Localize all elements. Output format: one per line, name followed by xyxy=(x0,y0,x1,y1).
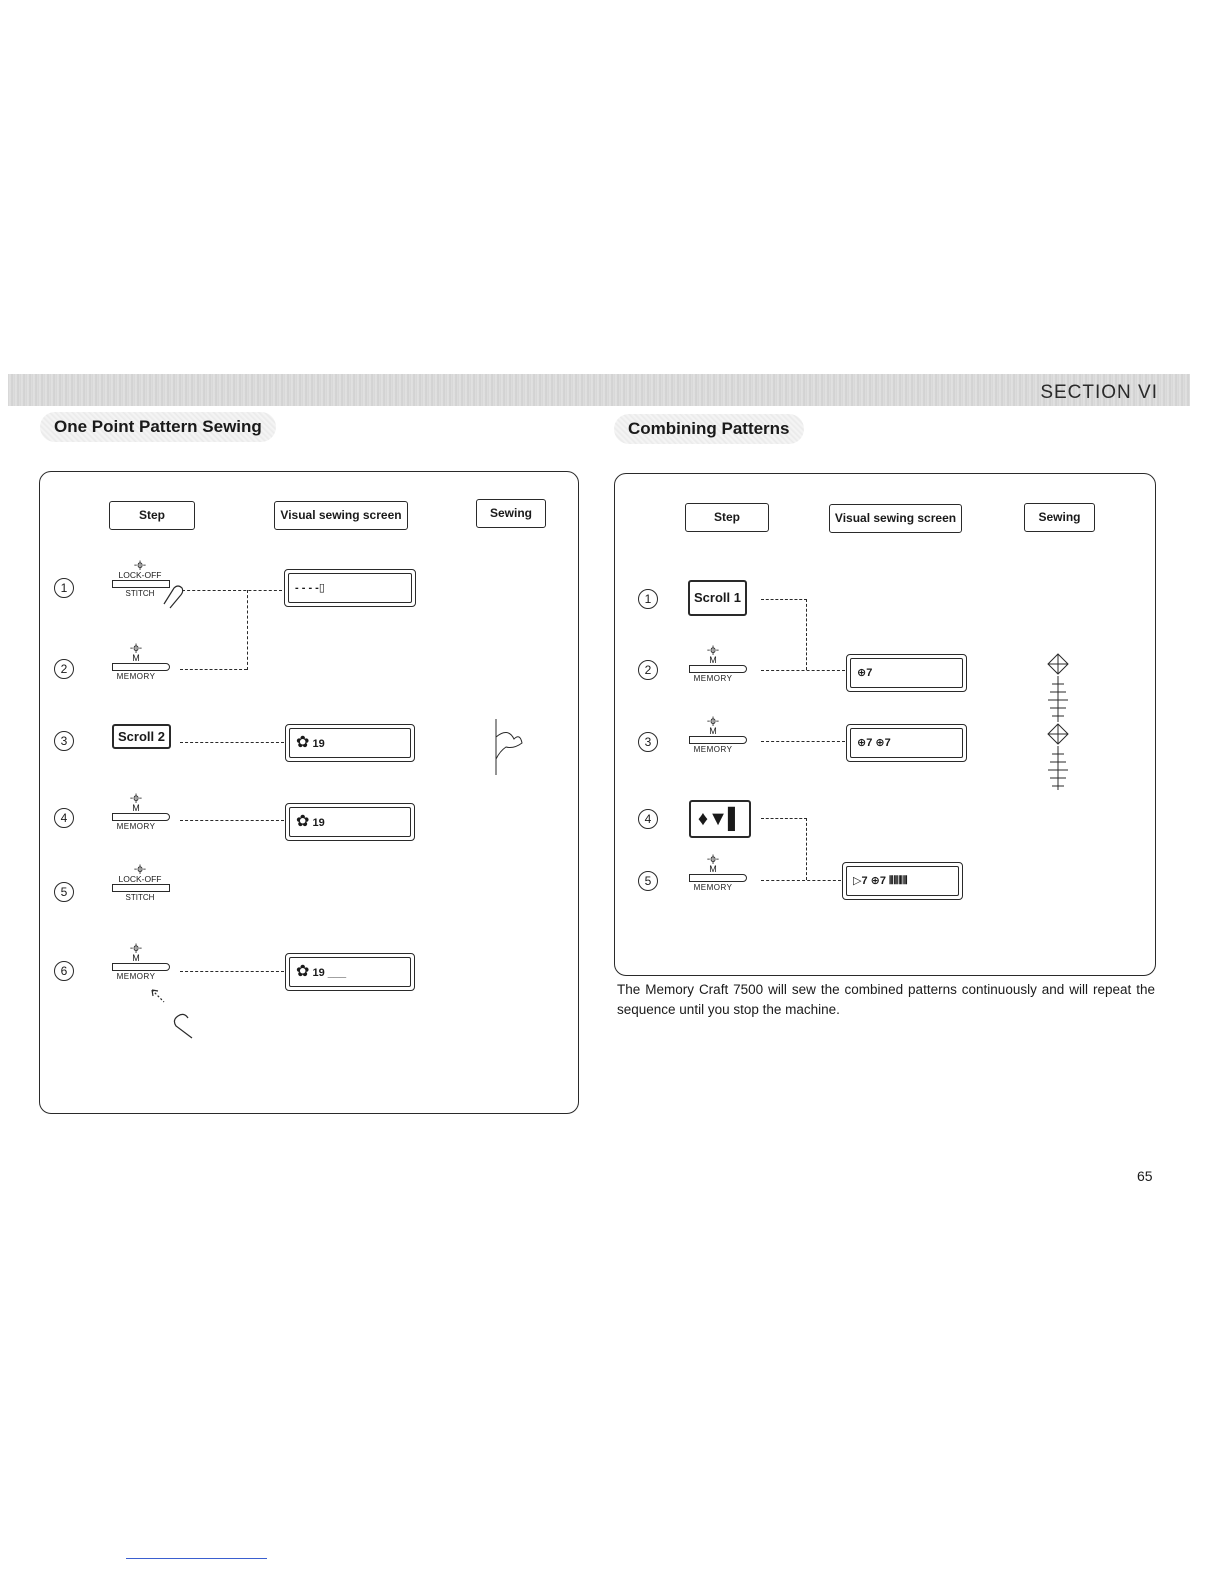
left-col-screen: Visual sewing screen xyxy=(274,501,408,530)
satin-pattern-key[interactable] xyxy=(689,800,751,838)
step-number: 5 xyxy=(638,871,658,891)
memory-key[interactable]: -ϕ- M MEMORY xyxy=(689,855,751,892)
led-icon: -ϕ- xyxy=(129,643,143,654)
footer-link-line xyxy=(126,1558,267,1559)
tulip-pattern-icon: ✿ xyxy=(296,963,310,980)
step-number: 5 xyxy=(54,882,74,902)
left-section-title: One Point Pattern Sewing xyxy=(40,412,276,442)
visual-screen: ▷7 ⊕7 ⫴⫴⫴⫴ xyxy=(842,862,963,900)
section-label: SECTION VI xyxy=(1040,382,1158,403)
memory-key[interactable]: -ϕ- M MEMORY xyxy=(689,717,751,754)
satin-stitch-icon: ⫴⫴⫴⫴ xyxy=(889,875,908,887)
step-number: 2 xyxy=(638,660,658,680)
right-col-sewing: Sewing xyxy=(1024,503,1095,532)
tulip-pattern-icon: ✿ xyxy=(296,734,310,751)
led-icon: -ϕ- xyxy=(133,864,147,875)
memory-key[interactable]: -ϕ- M MEMORY xyxy=(689,646,751,683)
led-icon: -ϕ- xyxy=(706,854,720,865)
visual-screen: ⊕7 ⊕7 xyxy=(846,724,967,762)
right-col-step: Step xyxy=(685,503,769,532)
memory-key[interactable]: -ϕ- M MEMORY xyxy=(112,644,174,681)
memory-key[interactable]: -ϕ- M MEMORY xyxy=(112,944,174,981)
visual-screen: ✿ 19 xyxy=(285,803,415,841)
step-number: 6 xyxy=(54,961,74,981)
memory-key[interactable]: -ϕ- M MEMORY xyxy=(112,794,174,831)
satin-pattern-icon: ♦▼▌ xyxy=(697,808,743,830)
finger-pointer-icon xyxy=(160,584,186,612)
scroll-2-key[interactable]: Scroll 2 xyxy=(112,724,171,749)
right-section-title: Combining Patterns xyxy=(614,414,804,444)
visual-screen: ✿ 19 ___ xyxy=(285,953,415,991)
led-icon: -ϕ- xyxy=(133,560,147,571)
step-number: 1 xyxy=(638,589,658,609)
lock-off-key[interactable]: -ϕ- LOCK-OFF STITCH xyxy=(112,561,182,598)
visual-screen: ⊕7 xyxy=(846,654,967,692)
section-header-band xyxy=(8,374,1190,406)
page-number: 65 xyxy=(1137,1168,1153,1184)
right-col-screen: Visual sewing screen xyxy=(829,504,962,533)
led-icon: -ϕ- xyxy=(706,645,720,656)
step-number: 2 xyxy=(54,659,74,679)
led-icon: -ϕ- xyxy=(129,793,143,804)
visual-screen: ✿ 19 xyxy=(285,724,415,762)
step-number: 3 xyxy=(54,731,74,751)
step-number: 4 xyxy=(54,808,74,828)
visual-screen: - - - -▯ xyxy=(284,569,416,607)
scroll-1-key[interactable]: Scroll 1 xyxy=(688,580,747,616)
combined-sewing-sample-icon xyxy=(1040,652,1076,792)
step-number: 1 xyxy=(54,578,74,598)
body-paragraph: The Memory Craft 7500 will sew the combined patterns continuously and will repeat the sequence until you stop the machine. xyxy=(617,982,1155,1017)
led-icon: -ϕ- xyxy=(129,943,143,954)
left-col-sewing: Sewing xyxy=(476,499,546,528)
step-number: 4 xyxy=(638,809,658,829)
tulip-pattern-icon: ✿ xyxy=(296,813,310,830)
lock-off-key[interactable]: -ϕ- LOCK-OFF STITCH xyxy=(112,865,182,902)
left-col-step: Step xyxy=(109,501,195,530)
led-icon: -ϕ- xyxy=(706,716,720,727)
tulip-sewing-sample-icon xyxy=(488,717,528,777)
finger-press-icon xyxy=(148,986,204,1042)
step-number: 3 xyxy=(638,732,658,752)
